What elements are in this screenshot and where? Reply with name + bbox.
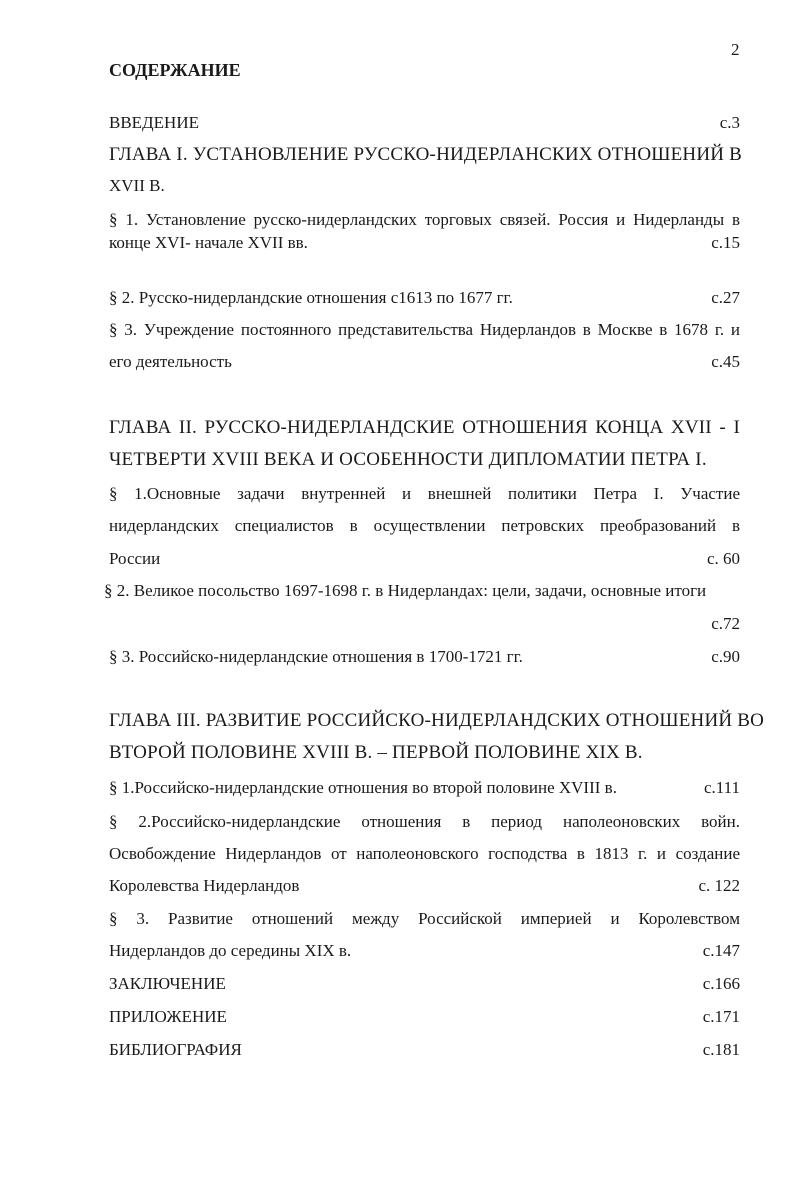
- toc-entry-label: ЗАКЛЮЧЕНИЕ: [109, 974, 226, 993]
- toc-entry-label: ПРИЛОЖЕНИЕ: [109, 1007, 227, 1026]
- toc-entry-page: с.72: [711, 614, 740, 633]
- toc-entry-page: с. 122: [698, 876, 740, 895]
- chapter-3-heading-line-2[interactable]: ВТОРОЙ ПОЛОВИНЕ XVIII В. – ПЕРВОЙ ПОЛОВИНЕ XIX В.: [109, 742, 643, 763]
- toc-entry-label: БИБЛИОГРАФИЯ: [109, 1040, 242, 1059]
- chapter-2-section-3[interactable]: [109, 647, 740, 667]
- page-title: СОДЕРЖАНИЕ: [109, 60, 241, 80]
- toc-entry-page: с.166: [702, 974, 740, 993]
- chapter-1-heading-line-1[interactable]: ГЛАВА I. УСТАНОВЛЕНИЕ РУССКО-НИДЕРЛАНСКИХ ОТНОШЕНИЙ В: [109, 144, 743, 165]
- chapter-2-section-1-line-2[interactable]: нидерландских специалистов в осуществлении петровских преобразований в: [109, 516, 740, 535]
- chapter-3-section-3-line-2[interactable]: [109, 941, 740, 961]
- toc-entry-page: с.171: [702, 1007, 740, 1026]
- chapter-1-section-1-line-1[interactable]: § 1. Установление русско-нидерландских торговых связей. Россия и Нидерланды в: [109, 210, 740, 229]
- chapter-1-section-3-line-2[interactable]: [109, 352, 740, 372]
- toc-entry-bibliography[interactable]: [109, 1040, 740, 1060]
- chapter-1-heading-line-2[interactable]: XVII В.: [109, 176, 165, 195]
- chapter-3-section-2-line-3[interactable]: [109, 876, 740, 896]
- toc-entry-introduction[interactable]: [109, 113, 740, 133]
- toc-entry-label: Нидерландов до середины XIX в.: [109, 941, 352, 960]
- chapter-1-section-3-line-1[interactable]: § 3. Учреждение постоянного представительства Нидерландов в Москве в 1678 г. и: [109, 320, 740, 339]
- toc-entry-label: ВВЕДЕНИЕ: [109, 113, 199, 132]
- chapter-2-section-1-line-1[interactable]: § 1.Основные задачи внутренней и внешней политики Петра I. Участие: [109, 484, 740, 503]
- toc-entry-label: § 2. Русско-нидерландские отношения с1613 по 1677 гг.: [109, 288, 513, 307]
- chapter-2-section-1-line-3[interactable]: [109, 549, 740, 569]
- chapter-1-section-1-line-2[interactable]: [109, 233, 740, 253]
- toc-entry-page: с.3: [719, 113, 740, 132]
- chapter-2-heading-line-1[interactable]: ГЛАВА II. РУССКО-НИДЕРЛАНДСКИЕ ОТНОШЕНИЯ КОНЦА XVII - I: [109, 417, 740, 438]
- chapter-3-heading-line-1[interactable]: ГЛАВА III. РАЗВИТИЕ РОССИЙСКО-НИДЕРЛАНДСКИХ ОТНОШЕНИЙ ВО: [109, 710, 765, 731]
- toc-entry-label: Королевства Нидерландов: [109, 876, 300, 895]
- toc-entry-label: России: [109, 549, 161, 568]
- chapter-1-section-2[interactable]: [109, 288, 740, 308]
- toc-entry-page: с.111: [703, 778, 740, 797]
- chapter-2-section-2[interactable]: § 2. Великое посольство 1697-1698 г. в Нидерландах: цели, задачи, основные итоги: [104, 581, 707, 600]
- toc-entry-label: конце XVI- начале XVII вв.: [109, 233, 308, 252]
- toc-entry-appendix[interactable]: [109, 1007, 740, 1027]
- chapter-3-section-2-line-2[interactable]: Освобождение Нидерландов от наполеоновского господства в 1813 г. и создание: [109, 844, 740, 863]
- chapter-2-section-2-page-row[interactable]: [109, 614, 740, 634]
- toc-entry-label: его деятельность: [109, 352, 232, 371]
- page-number: 2: [731, 40, 740, 59]
- chapter-3-section-3-line-1[interactable]: § 3. Развитие отношений между Российской империей и Королевством: [109, 909, 740, 928]
- toc-entry-page: с.147: [702, 941, 740, 960]
- toc-entry-conclusion[interactable]: [109, 974, 740, 994]
- toc-entry-page: с.45: [711, 352, 740, 371]
- toc-entry-page: с.90: [711, 647, 740, 666]
- toc-entry-page: с.181: [702, 1040, 740, 1059]
- chapter-3-section-2-line-1[interactable]: § 2.Российско-нидерландские отношения в период наполеоновских войн.: [109, 812, 740, 831]
- toc-entry-page: с.27: [711, 288, 740, 307]
- chapter-3-section-1[interactable]: [109, 778, 740, 798]
- toc-entry-label: § 3. Российско-нидерландские отношения в 1700-1721 гг.: [109, 647, 523, 666]
- toc-entry-page: с.15: [711, 233, 740, 252]
- toc-entry-label: § 1.Российско-нидерландские отношения во второй половине XVIII в.: [109, 778, 617, 797]
- toc-entry-page: с. 60: [706, 549, 740, 568]
- chapter-2-heading-line-2[interactable]: ЧЕТВЕРТИ XVIII ВЕКА И ОСОБЕННОСТИ ДИПЛОМАТИИ ПЕТРА I.: [109, 449, 707, 470]
